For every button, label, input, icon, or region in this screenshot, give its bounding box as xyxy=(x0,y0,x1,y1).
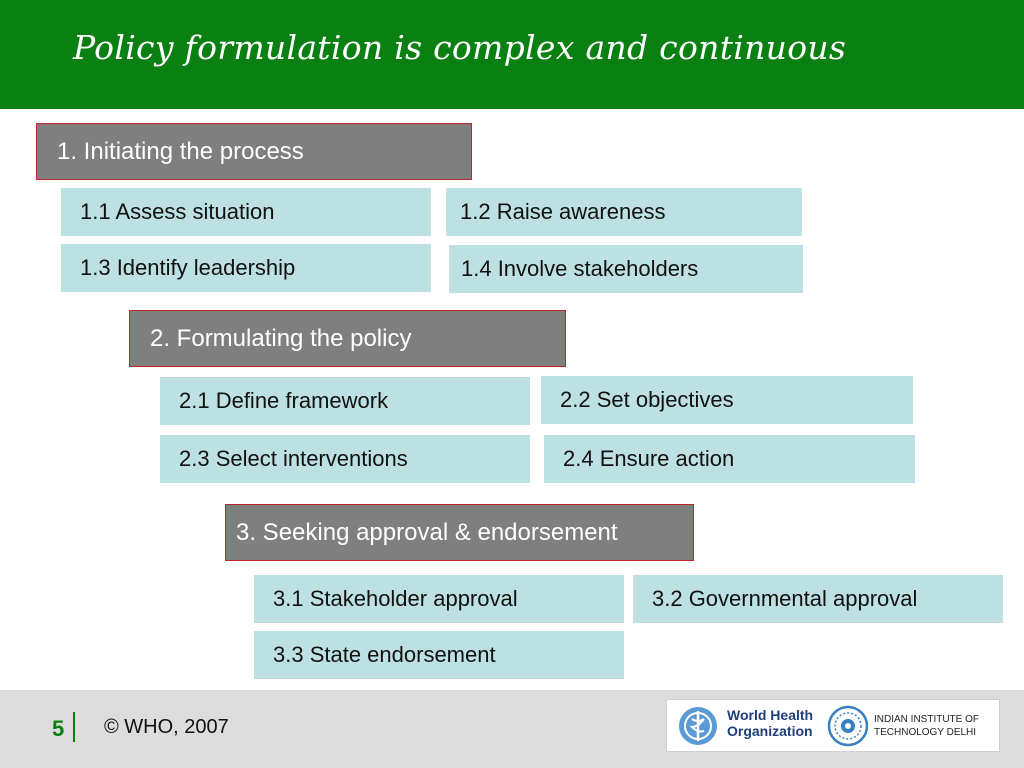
page-number: 5 xyxy=(52,716,65,741)
step-1-3: 1.3 Identify leadership xyxy=(61,244,431,292)
step-2-4: 2.4 Ensure action xyxy=(544,435,915,483)
stage-3-box: 3. Seeking approval & endorsement xyxy=(225,504,694,561)
step-2-2: 2.2 Set objectives xyxy=(541,376,913,424)
step-1-2: 1.2 Raise awareness xyxy=(446,188,802,236)
step-3-2: 3.2 Governmental approval xyxy=(633,575,1003,623)
stage-1-box: 1. Initiating the process xyxy=(36,123,472,180)
step-1-4: 1.4 Involve stakeholders xyxy=(449,245,803,293)
copyright-text: © WHO, 2007 xyxy=(104,716,229,738)
step-3-3: 3.3 State endorsement xyxy=(254,631,624,679)
who-emblem-icon xyxy=(677,705,719,747)
stage-2-box: 2. Formulating the policy xyxy=(129,310,566,367)
step-2-3: 2.3 Select interventions xyxy=(160,435,530,483)
iit-logo-text: INDIAN INSTITUTE OF TECHNOLOGY DELHI xyxy=(874,714,979,738)
slide-title: Policy formulation is complex and continuous xyxy=(73,28,847,67)
partner-logos xyxy=(666,699,1000,752)
step-1-1: 1.1 Assess situation xyxy=(61,188,431,236)
step-2-1: 2.1 Define framework xyxy=(160,377,530,425)
step-3-1: 3.1 Stakeholder approval xyxy=(254,575,624,623)
who-logo-text: World Health Organization xyxy=(727,707,814,739)
page-number-separator xyxy=(73,712,75,742)
iit-delhi-emblem-icon xyxy=(827,705,869,747)
